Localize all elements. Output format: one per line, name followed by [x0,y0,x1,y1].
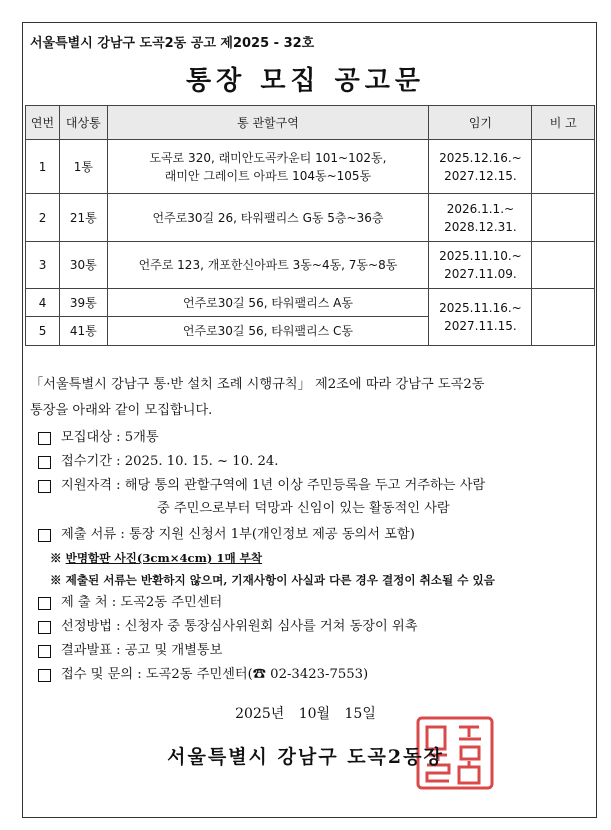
table-row [26,242,595,289]
issuer-name: 서울특별시 강남구 도곡2동장 [167,746,444,768]
item-text: 제출 서류 : 통장 지원 신청서 1부(개인정보 제공 동의서 포함) [61,527,415,542]
item-text: 제 출 처 : 도곡2동 주민센터 [61,595,223,610]
table-row [26,140,595,194]
term-line: 2026.1.1.~ [446,201,515,216]
term-line: 2027.11.15. [444,319,517,333]
item-text: 모집대상 : 5개통 [61,430,159,445]
cell-term [429,289,532,346]
header-tong: 대상통 [60,106,108,140]
item-documents [30,523,590,547]
cell-term [429,242,532,289]
term-line: 2025.11.10.~ [439,249,522,263]
header-area: 통 관할구역 [107,106,429,140]
header-note: 비 고 [532,106,595,140]
term-line: 2025.11.16.~ [439,301,522,315]
item-announce [30,639,590,663]
term-line: 2028.12.31. [444,219,517,234]
cell-tong: 41통 [60,317,108,346]
term-line: 2027.11.09. [444,267,517,281]
cell-no: 4 [26,289,60,317]
item-text: 결과발표 : 공고 및 개별통보 [61,643,223,658]
checkbox-icon [38,456,51,469]
intro-line: 통장을 아래와 같이 모집합니다. [30,403,213,418]
item-target [30,426,590,450]
cell-tong: 30통 [60,242,108,289]
area-line: 도곡로 320, 래미안도곡카운티 101~102동, [149,150,387,165]
item-text: 지원자격 : 해당 통의 관할구역에 1년 이상 주민등록을 두고 거주하는 사람 [61,478,486,493]
cell-term [429,140,532,194]
intro-line: 「서울특별시 강남구 통·반 설치 조례 시행규칙」 제2조에 따라 강남구 도곡2동 [30,377,485,392]
checkbox-icon [38,669,51,682]
note-text: 반명함판 사진(3cm×4cm) 1매 부착 [65,551,263,565]
note-photo [30,547,590,569]
header-term: 임기 [429,106,532,140]
item-period [30,450,590,474]
cell-tong: 39통 [60,289,108,317]
roster-table [25,105,595,346]
cell-tong: 21통 [60,194,108,242]
checkbox-icon [38,621,51,634]
cell-no: 5 [26,317,60,346]
notice-number: 서울특별시 강남구 도곡2동 공고 제2025 - 32호 [30,36,315,51]
cell-term [429,194,532,242]
item-text: 접수 및 문의 : 도곡2동 주민센터(☎ 02-3423-7553) [61,667,369,682]
notice-body [30,372,590,687]
cell-area: 언주로30길 56, 타워팰리스 C동 [107,317,429,346]
cell-note [532,140,595,194]
note-return: ※ 제출된 서류는 반환하지 않으며, 기재사항이 사실과 다른 경우 결정이 취소될 수 있음 [50,573,495,587]
cell-no: 2 [26,194,60,242]
checkbox-icon [38,432,51,445]
term-line: 2027.12.15. [444,168,517,183]
area-line: 래미안 그레이트 아파트 104동~105동 [164,168,372,183]
checkbox-icon [38,645,51,658]
cell-tong: 1통 [60,140,108,194]
cell-note [532,289,595,346]
checkbox-icon [38,529,51,542]
table-header-row [26,106,595,140]
table-row [26,194,595,242]
header-no: 연번 [26,106,60,140]
item-place [30,591,590,615]
term-line: 2025.12.16.~ [439,150,522,165]
cell-area: 언주로 123, 개포한신아파트 3동~4동, 7동~8동 [107,242,429,289]
cell-note [532,194,595,242]
table-row [26,289,595,317]
cell-no: 1 [26,140,60,194]
qualification-continuation: 중 주민으로부터 덕망과 신임이 있는 활동적인 사람 [157,501,450,516]
checkbox-icon [38,597,51,610]
checkbox-icon [38,480,51,493]
item-text: 선정방법 : 신청자 중 통장심사위원회 심사를 거쳐 동장이 위촉 [61,619,418,634]
item-text: 접수기간 : 2025. 10. 15. ~ 10. 24. [61,454,279,469]
cell-no: 3 [26,242,60,289]
notice-date: 2025년 10월 15일 [235,706,376,722]
cell-area [107,140,429,194]
item-inquiry [30,663,590,687]
note-marker: ※ [50,551,66,565]
cell-area: 언주로30길 56, 타워팰리스 A동 [107,289,429,317]
cell-note [532,242,595,289]
cell-area: 언주로30길 26, 타워팰리스 G동 5층~36층 [107,194,429,242]
page-title: 통장 모집 공고문 [186,66,425,96]
item-method [30,615,590,639]
item-qualification [30,474,590,498]
